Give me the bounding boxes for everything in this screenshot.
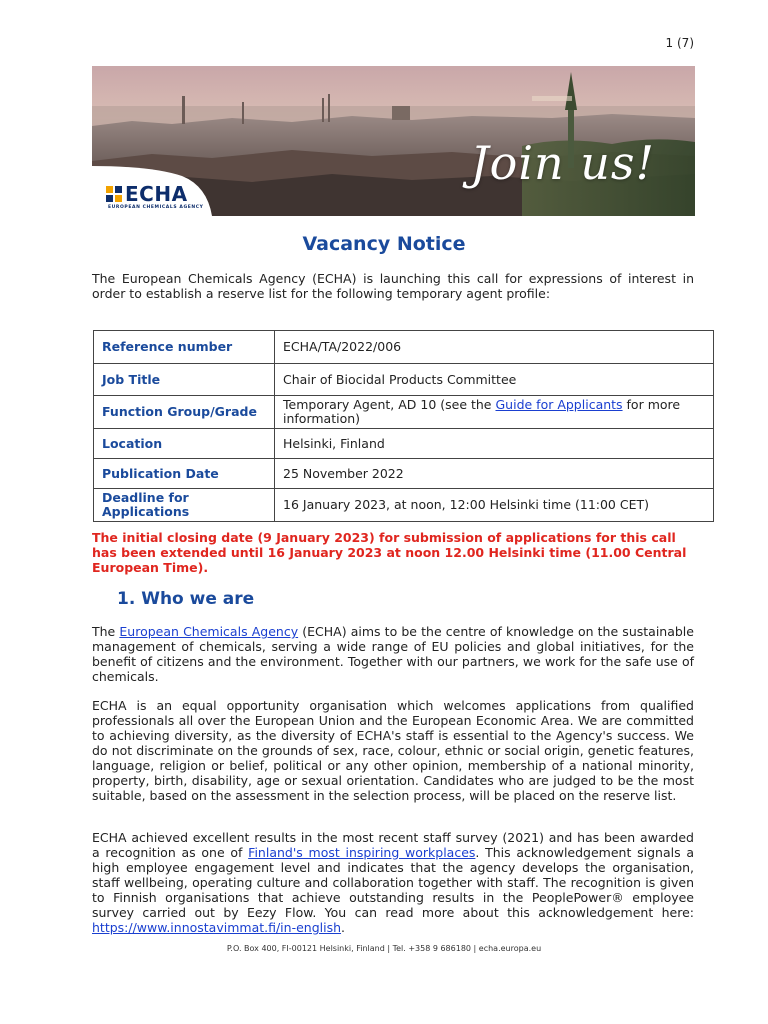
header-banner <box>92 66 695 216</box>
table-value-text: for more information) <box>283 397 681 426</box>
table-row <box>94 489 714 522</box>
echa-logo-subtitle: EUROPEAN CHEMICALS AGENCY <box>108 205 204 210</box>
who-we-are-paragraph-1 <box>92 624 694 684</box>
inspiring-workplaces-link[interactable]: Finland's most inspiring workplaces <box>248 845 476 860</box>
table-row <box>94 429 714 459</box>
table-row <box>94 331 714 364</box>
guide-for-applicants-link[interactable]: Guide for Applicants <box>495 397 623 412</box>
echa-logo-mark-icon <box>106 186 122 202</box>
table-value: ECHA/TA/2022/006 <box>275 331 714 364</box>
page-title: Vacancy Notice <box>302 233 466 255</box>
page-number: 1 (7) <box>665 36 694 50</box>
table-value: 16 January 2023, at noon, 12:00 Helsinki time (11:00 CET) <box>275 489 714 522</box>
table-row <box>94 396 714 429</box>
echa-website-link[interactable]: European Chemicals Agency <box>119 624 299 639</box>
table-key: Deadline for Applications <box>94 489 275 522</box>
echa-logo <box>106 182 188 206</box>
intro-paragraph: The European Chemicals Agency (ECHA) is launching this call for expressions of interest in order to establish a reserve list for the following temporary agent profile: <box>92 271 694 301</box>
table-row <box>94 459 714 489</box>
table-value: Chair of Biocidal Products Committee <box>275 364 714 396</box>
join-us-heading: Join us! <box>470 136 655 190</box>
table-key: Reference number <box>94 331 275 364</box>
paragraph-text: (ECHA) aims to be the centre of knowledge on the sustainable management of chemicals, serving a wide range of EU policies and global initiatives, for the benefit of citizens and the environment. Together with our partners, we work for the safe use of chemicals. <box>92 624 694 684</box>
table-row <box>94 364 714 396</box>
innostavimmat-link[interactable]: https://www.innostavimmat.fi/in-english <box>92 920 342 935</box>
echa-logo-text: ECHA <box>125 182 188 206</box>
paragraph-text: The <box>92 624 120 639</box>
deadline-extension-notice: The initial closing date (9 January 2023) for submission of applications for this call has been extended until 16 January 2023 at noon 12.00 Helsinki time (11.00 Central European Time). <box>92 530 687 575</box>
paragraph-text: . This acknowledgement signals a high employee engagement level and indicates that the agency develops the organisation, staff wellbeing, operating culture and collaboration together with staff. The recognition is given to Finnish organisations that achieve outstanding results in the PeoplePower® employee survey carried out by Eezy Flow. You can read more about this acknowledgement here: <box>92 845 694 920</box>
table-key: Location <box>94 429 275 459</box>
table-value-text: Temporary Agent, AD 10 (see the <box>283 397 496 412</box>
page-footer: P.O. Box 400, FI-00121 Helsinki, Finland | Tel. +358 9 686180 | echa.europa.eu <box>226 944 542 953</box>
paragraph-text: ECHA achieved excellent results in the most recent staff survey (2021) and has been awarded a recognition as one of <box>92 830 694 860</box>
table-key: Job Title <box>94 364 275 396</box>
paragraph-text: . <box>341 920 346 935</box>
section-heading-who-we-are: 1. Who we are <box>117 589 255 609</box>
who-we-are-paragraph-2: ECHA is an equal opportunity organisation which welcomes applications from qualified professionals all over the European Union and the European Economic Area. We are committed to achieving diversity, as the diversity of ECHA's staff is essential to the Agency's success. We do not discriminate on the grounds of sex, race, colour, ethnic or social origin, genetic features, language, religion or belief, political or any other opinion, membership of a national minority, property, birth, disability, age or sexual orientation. Candidates who are judged to be the most suitable, based on the assessment in the selection process, will be placed on the reserve list. <box>92 698 694 803</box>
table-value: 25 November 2022 <box>275 459 714 489</box>
vacancy-details-table <box>93 330 714 522</box>
table-value: Helsinki, Finland <box>275 429 714 459</box>
table-key: Function Group/Grade <box>94 396 275 429</box>
table-value <box>275 396 714 429</box>
who-we-are-paragraph-3 <box>92 830 694 935</box>
table-key: Publication Date <box>94 459 275 489</box>
